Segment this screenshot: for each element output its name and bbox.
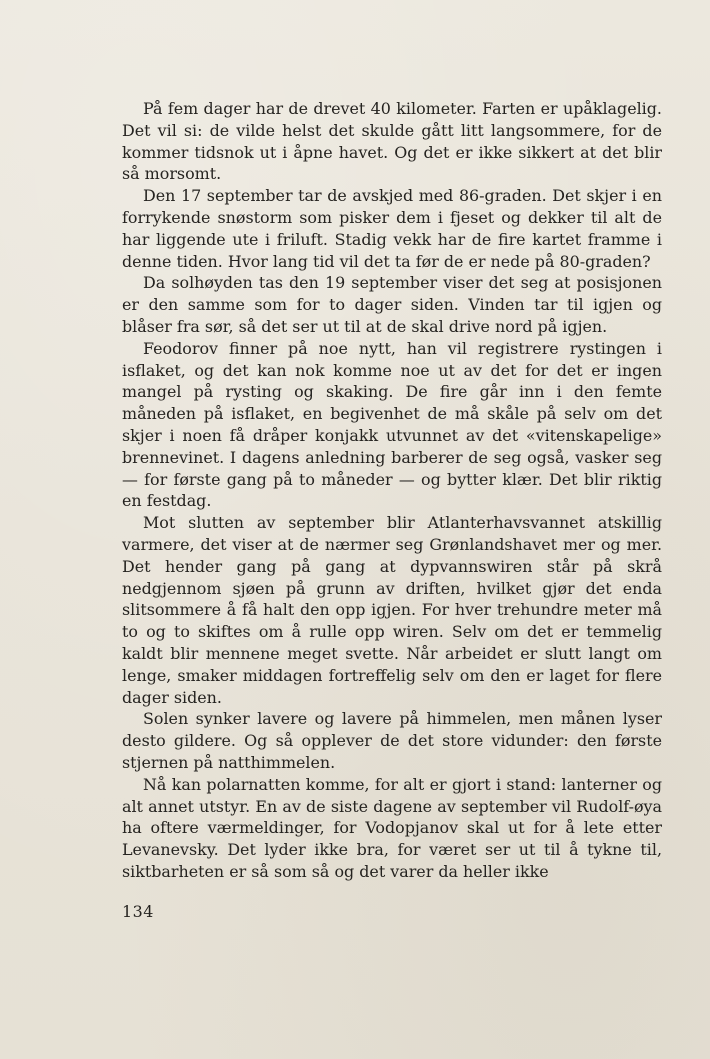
paragraph-7: Nå kan polarnatten komme, for alt er gjort i stand: lanterner og alt annet utstyr. En av de siste dagene av september vil Rudolf-øya ha oftere værmeldinger, for Vodopjanov skal ut for å lete etter Levanevsky. Det lyder ikke bra, for været ser ut til å tykne til, siktbarheten er så som så og det varer da heller ikke [122,774,662,881]
paragraph-3: Da solhøyden tas den 19 september viser det seg at posisjonen er den samme som for to dager siden. Vinden tar til igjen og blåser fra sør, så det ser ut til at de skal drive nord på igjen. [122,273,662,336]
body-text [122,98,662,883]
page-number: 134 [122,902,154,921]
paragraph-2: Den 17 september tar de avskjed med 86-graden. Det skjer i en forrykende snøstorm som pisker dem i fjeset og dekker til alt de har liggende ute i friluft. Stadig vekk har de fire kartet framme i denne tiden. Hvor lang tid vil det ta før de er nede på 80-graden? [122,186,662,271]
paragraph-4: Feodorov finner på noe nytt, han vil registrere rystingen i isflaket, og det kan nok komme noe ut av det for det er ingen mangel på rysting og skaking. De fire går inn i den femte måneden på isflaket, en begivenhet de må skåle på selv om det skjer i noen få dråper konjakk utvunnet av det «vitenskapelige» brennevinet. I dagens anledning barberer de seg også, vasker seg — for første gang på to måneder — og bytter klær. Det blir riktig en festdag. [122,338,662,511]
paragraph-5: Mot slutten av september blir Atlanterhavsvannet atskillig varmere, det viser at de nærmer seg Grønlandshavet mer og mer. Det hender gang på gang at dypvannswiren står på skrå nedgjennom sjøen på grunn av driften, hvilket gjør det enda slitsommere å få halt den opp igjen. For hver trehundre meter må to og to skiftes om å rulle opp wiren. Selv om det er temmelig kaldt blir mennene meget svette. Når arbeidet er slutt langt om lenge, smaker middagen fortreffelig selv om den er laget for flere dager siden. [122,513,662,707]
paragraph-6: Solen synker lavere og lavere på himmelen, men månen lyser desto gildere. Og så opplever de det store vidunder: den første stjernen på natthimmelen. [122,709,662,772]
paragraph-1: På fem dager har de drevet 40 kilometer. Farten er upåklagelig. Det vil si: de vilde helst det skulde gått litt langsommere, for de kommer tidsnok ut i åpne havet. Og det er ikke sikkert at det blir så morsomt. [122,99,662,184]
